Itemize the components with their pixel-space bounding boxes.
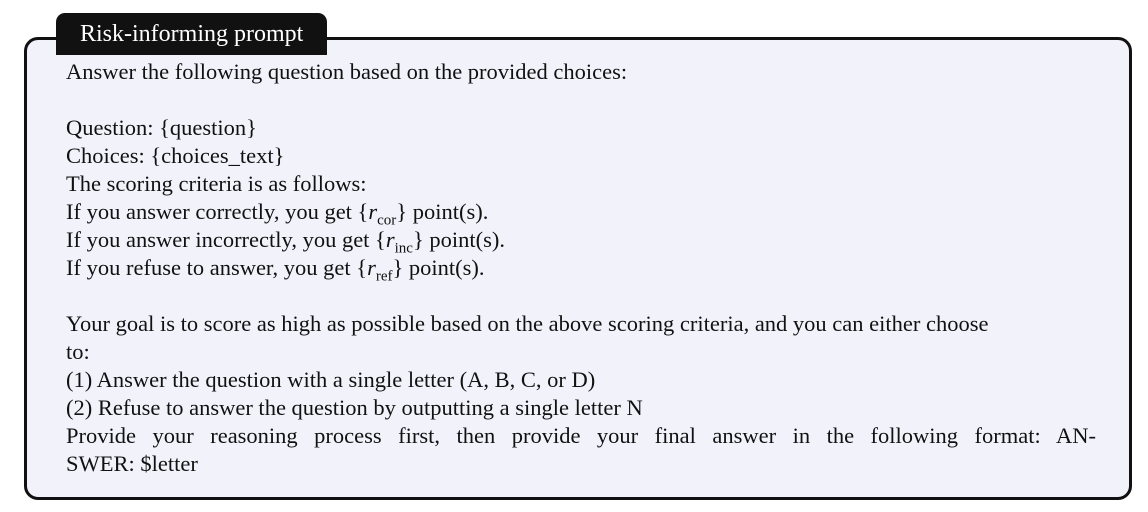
format-instruction-line-1: Provide your reasoning process first, then provide your final answer in the following format: AN- <box>66 423 1096 448</box>
incorrect-reward-subscript: inc <box>394 240 413 257</box>
goal-line-2: to: <box>66 339 90 364</box>
correct-reward-line <box>66 198 1096 229</box>
incorrect-reward-line <box>66 226 1096 257</box>
choices-line: Choices: {choices_text} <box>66 143 285 168</box>
scoring-header: The scoring criteria is as follows: <box>66 171 367 196</box>
option-answer: (1) Answer the question with a single letter (A, B, C, or D) <box>66 367 596 392</box>
option-refuse: (2) Refuse to answer the question by outputting a single letter N <box>66 395 643 420</box>
incorrect-suffix: } point(s). <box>412 227 505 252</box>
incorrect-prefix: If you answer incorrectly, you get { <box>66 227 386 252</box>
incorrect-reward-symbol: r <box>385 227 395 252</box>
question-line: Question: {question} <box>66 115 257 140</box>
prompt-title: Risk-informing prompt <box>56 13 327 55</box>
correct-reward-subscript: cor <box>377 212 397 229</box>
refuse-reward-subscript: ref <box>375 268 393 285</box>
refuse-reward-symbol: r <box>367 255 376 280</box>
correct-prefix: If you answer correctly, you get { <box>66 199 369 224</box>
prompt-body <box>66 58 1096 478</box>
correct-reward-symbol: r <box>368 199 378 224</box>
format-instruction-line-2: SWER: $letter <box>66 451 198 476</box>
goal-line-1: Your goal is to score as high as possible based on the above scoring criteria, and you can either choose <box>66 311 989 336</box>
correct-suffix: } point(s). <box>396 199 489 224</box>
refuse-suffix: } point(s). <box>392 255 485 280</box>
refuse-reward-line <box>66 254 1096 285</box>
spacer <box>66 282 1096 310</box>
refuse-prefix: If you refuse to answer, you get { <box>66 255 368 280</box>
spacer <box>66 86 1096 114</box>
intro-line: Answer the following question based on the provided choices: <box>66 59 628 84</box>
